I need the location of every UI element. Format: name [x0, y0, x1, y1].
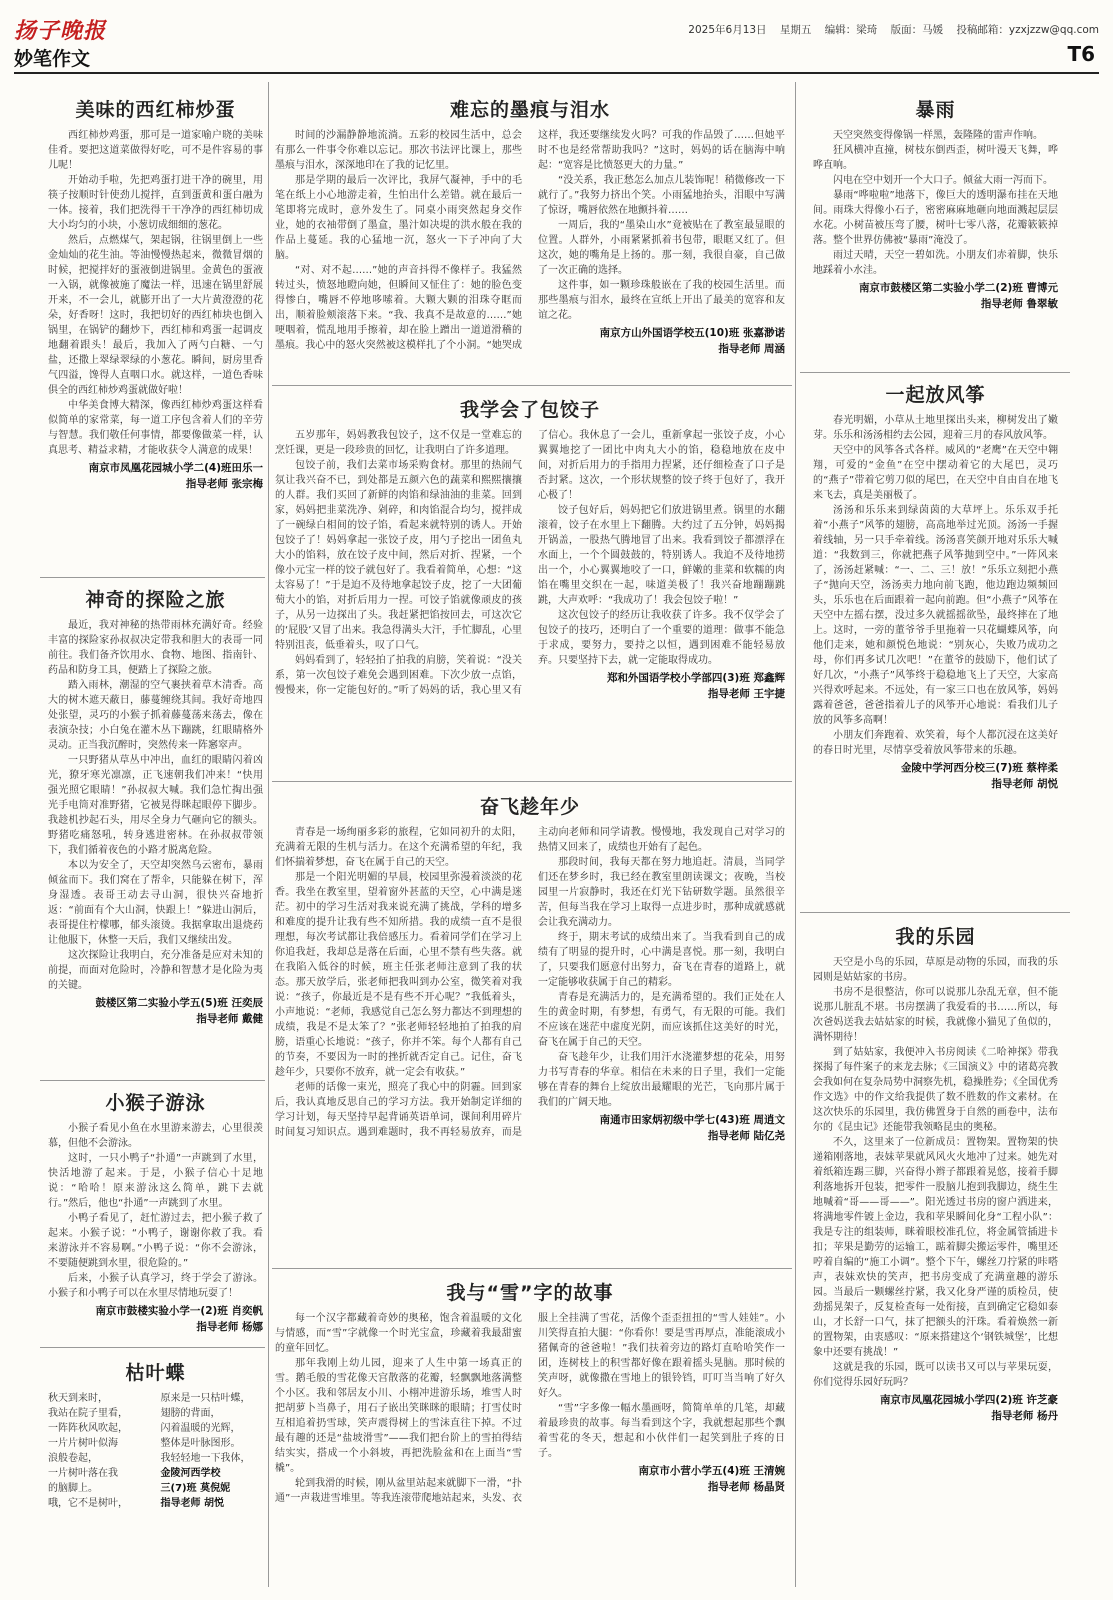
paragraph: 五岁那年，妈妈教我包饺子，这不仅是一堂难忘的烹饪课，更是一段珍贵的回忆，让我明白了许多道理。 [275, 430, 522, 456]
paragraph: 闪电在空中划开一个大口子。倾盆大雨一泻而下。 [833, 175, 1053, 186]
article-body [48, 128, 263, 458]
poem-line: 闪着温暖的光辉， [160, 1423, 241, 1434]
paragraph: 狂风横冲直撞，树枝东倒西歪，树叶漫天飞舞，哗哗直响。 [813, 145, 1058, 171]
paragraph: 到了姑姑家，我便冲入书房阅读《二哈神探》带我探揭了每件案子的来龙去脉；《三国演义》中的诸葛亮教会我如何在复杂局势中洞察先机，稳操胜券；《全国优秀作文选》中的作文给我提供了数不胜数的作文素材。在这次快乐的乐园里，我仿佛置身于自然的画卷中，法布尔的《昆虫记》还能带我领略昆虫的奥秘。 [813, 1047, 1058, 1133]
author-byline: 南京市凤凰花园城小学二(4)班田乐一 [88, 462, 263, 474]
paragraph: 那段时间，我每天都在努力地追赶。清晨，当同学们还在梦乡时，我已经在教室里朗读课文；夜晚，当校园里一片寂静时，我还在灯光下钻研数学题。虽然很辛苦，但每当我在学习上取得一点进步时，那种成就感就会让我充满动力。 [538, 857, 785, 928]
article-divider [40, 1347, 265, 1348]
paragraph: 小朋友们奔跑着、欢笑着，每个人都沉浸在这美好的春日时光里，尽情享受着放风筝带来的乐趣。 [813, 730, 1058, 756]
article-title: 小猴子游泳 [105, 1092, 206, 1114]
author-byline: 南京方山外国语学校五(10)班 张嘉渺诺 [599, 327, 785, 339]
paragraph: 中华美食博大精深，像西红柿炒鸡蛋这样看似简单的家常菜，每一道工序包含着人们的辛劳与智慧。我们敬任何事情，都要像做菜一样，认真思考、精益求精，才能收获令人满意的成果！ [48, 400, 263, 456]
paragraph: 天空中的风筝各式各样。威风的“老鹰”在天空中翱翔，可爱的“金鱼”在空中摆动着它的大尾巴，灵巧的“燕子”带着它剪刀似的尾巴，在天空中自由自在地飞来飞去，真是美丽极了。 [813, 445, 1058, 501]
page-number: T6 [1067, 42, 1095, 66]
poem-line: 原来是一只枯叶蝶， [160, 1393, 251, 1404]
article-divider [272, 1268, 792, 1269]
article-paradise [813, 922, 1058, 1594]
author-byline: 南通市田家炳初级中学七(43)班 周逍文 [599, 1114, 785, 1126]
article-body [275, 825, 785, 1144]
paragraph: 终于，期末考试的成绩出来了。当我看到自己的成绩有了明显的提升时，心中满是喜悦。那一刻，我明白了，只要我们愿意付出努力，奋飞在青春的道路上，就一定能够收获属于自己的精彩。 [538, 932, 785, 988]
paragraph: 那是学期的最后一次评比，我屏气凝神，手中的毛笔在纸上小心地游走着，生怕出什么差错。就在最后一笔即将完成时，意外发生了。同桌小雨突然起身交作业，她的衣袖带倒了墨盒，墨汁如决堤的洪水般在我的作品上蔓延。我的心猛地一沉，怒火一下子冲向了大脑。 [275, 175, 522, 261]
article-leaf [48, 1358, 263, 1593]
article-divider [800, 912, 1070, 913]
author-byline: 鼓楼区第二实验小学五(5)班 汪奕辰 [95, 997, 263, 1009]
article-snow [275, 1278, 785, 1593]
paragraph: 踏入雨林，潮湿的空气裹挟着草木清香。高大的树木遮天蔽日，藤蔓缠绕其间。我好奇地四处张望，灵巧的小猴子抓着藤蔓荡来荡去，像在表演杂技；小白兔在灌木丛下蹦跳，红眼睛格外灵动。正当我沉醉时，突然传来一阵窸窣声。 [48, 680, 263, 751]
paragraph: 春光明媚，小草从土地里探出头来，柳树发出了嫩芽。乐乐和汤汤相约去公园，迎着三月的春风放风筝。 [813, 415, 1058, 441]
paragraph: 开始动手啦，先把鸡蛋打进干净的碗里，用筷子按顺时针使劲儿搅拌，直到蛋黄和蛋白融为一体。接着，我们把洗得干干净净的西红柿切成大小均匀的小块，小葱切成细细的葱花。 [48, 175, 263, 231]
author-byline: 金陵中学河西分校三(7)班 蔡梓柔 [900, 762, 1058, 774]
author-byline: 南京市小营小学五(4)班 王清婉 [638, 1465, 785, 1477]
teacher-credit: 指导老师 戴健 [196, 1013, 263, 1025]
paragraph: 饺子包好后，妈妈把它们放进锅里煮。锅里的水翻滚着，饺子在水里上下翻腾。大约过了五分钟，妈妈揭开锅盖，一股热气腾地冒了出来。我看到饺子都漂浮在水面上，一个个圆鼓鼓的，特别诱人。我迫不及待地捞出一个，小心翼翼地咬了一口，鲜嫩的韭菜和软糯的肉馅在嘴里交织在一起，味道美极了！我兴奋地蹦蹦跳跳，大声欢呼：“我成功了！我会包饺子啦！” [538, 505, 785, 606]
author-byline: 郑和外国语学校小学部四(3)班 郑鑫辉 [606, 672, 785, 684]
article-title: 难忘的墨痕与泪水 [449, 99, 610, 121]
article-title: 我与“雪”字的故事 [446, 1282, 614, 1304]
article-divider [272, 385, 792, 386]
designer-credit: 版面：马媛 [890, 24, 944, 36]
author-byline: 南京市凤凰花园城小学四(2)班 许芝豪 [879, 1394, 1058, 1406]
paragraph: 一只野猪从草丛中冲出，血红的眼睛闪着凶光，獠牙寒光凛凛，正飞速朝我们冲来！“快用强光照它眼睛！”孙叔叔大喊。我们急忙掏出强光手电筒对准野猪，它被晃得眯起眼停下脚步。我趁机抄起石头，用尽全身力气砸向它的额头。野猪吃痛怒吼，转身逃进密林。在孙叔叔带领下，我们循着夜色的小路才脱离危险。 [48, 755, 263, 856]
article-title: 我的乐园 [895, 926, 976, 948]
article-title: 暴雨 [915, 99, 956, 121]
paragraph: 那年我刚上幼儿园，迎来了人生中第一场真正的雪。鹅毛般的雪花像天宫散落的花瓣，轻飘飘地落满整个小区。我和邻居友小川、小栩冲进游乐场，堆雪人时把胡萝卜当鼻子，用石子嵌出笑眯眯的眼睛；打雪仗时互相追着扔雪球，笑声震得树上的雪沫直往下掉。不过最有趣的还是“盐坡滑雪”——我们把台阶上的雪拍得结结实实，搭成一个小斜坡，再把洗脸盆和在上面当“雪橇”。 [275, 1358, 522, 1474]
poem-line: 的脑脚上。 [48, 1483, 98, 1494]
paragraph: 这就是我的乐园，既可以读书又可以与苹果玩耍，你们觉得乐园好玩吗？ [813, 1362, 1058, 1388]
issue-meta [678, 22, 1099, 37]
teacher-credit: 指导老师 鲁翠敏 [980, 298, 1058, 310]
column-divider [268, 82, 269, 1587]
header-rule [14, 72, 1099, 74]
paragraph: 青春是充满活力的，是充满希望的。我们正处在人生的黄金时期，有梦想，有勇气，有无限的可能。我们不应该在迷茫中虚度光阴，而应该抓住这美好的时光，奋飞在属于自己的天空。 [538, 992, 785, 1048]
paragraph: 一周后，我的“墨染山水”竟被贴在了教室最显眼的位置。人群外，小雨紧紧抓着书包带，眼眶又红了。但这次，她的嘴角是上扬的。那一刻，我很自豪，自己做了一次正确的选择。 [538, 220, 785, 276]
paragraph: 那是一个阳光明媚的早晨，校园里弥漫着淡淡的花香。我坐在教室里，望着窗外甚蓝的天空，心中满是迷茫。初中的学习生活对我来说充满了挑战，学科的增多和难度的提升让我有些不知所措。我的成绩一直不是很理想，每次考试都让我倍感压力。看着同学们在学习上你追我赶，我却总是落在后面，心里不禁有些失落。就在我陷入低谷的时候，班主任张老师注意到了我的状态。那天放学后，张老师把我叫到办公室，微笑着对我说：“孩子，你最近是不是有些不开心呢？”我低着头，小声地说：“老师，我感觉自己怎么努力都达不到理想的成绩，我是不是太笨了？”张老师轻轻地拍了拍我的肩膀，语重心长地说：“孩子，你并不笨。每个人都有自己的节奏，不要因为一时的挫折就否定自己。记住，奋飞趁年少，只要你不放弃，就一定会有收获。” [275, 872, 522, 1078]
author-byline: 三(7)班 莫倪妮 [160, 1483, 231, 1494]
paragraph: “雪”字多像一幅水墨画呀，简简单单的几笔，却藏着最珍贵的故事。每当看到这个字，我就想起那些个飘着雪花的冬天，想起和小伙伴们一起笑到肚子疼的日子。 [538, 1403, 785, 1459]
article-body [275, 428, 785, 702]
article-dumpling [275, 395, 785, 773]
teacher-credit: 指导老师 陆亿尧 [707, 1130, 785, 1142]
poem-line: 整体是叶脉图形。 [160, 1438, 241, 1449]
article-title: 一起放风筝 [885, 384, 986, 406]
paragraph: 青春是一场绚丽多彩的旅程，它如同初升的太阳，充满着无限的生机与活力。在这个充满希望的年纪，我们怀揣着梦想，奋飞在属于自己的天空。 [275, 827, 522, 868]
issue-date: 2025年6月13日 [688, 24, 767, 36]
poem-body [48, 1391, 263, 1511]
masthead [14, 12, 1099, 70]
paragraph: 小猴子看见小鱼在水里游来游去，心里很羡慕，但他不会游泳。 [48, 1123, 263, 1149]
teacher-credit: 指导老师 杨晶贤 [707, 1481, 785, 1493]
paragraph: 老师的话像一束光，照亮了我心中的阴霾。回到家后，我认真地反思自己的学习方法。我开始制定详细的学习计划，每天坚持早起背诵英语单词，课间利用碎片时间复习知识点。遇到难题时，我不再轻易放弃，而是主动向老师和同学请教。慢慢地，我发现自己对学习的热情又回来了，成绩也开始有了起色。 [275, 827, 785, 1138]
poem-line: 一片树叶落在我 [48, 1468, 118, 1479]
poem-line: 哦，它不是树叶， [48, 1498, 128, 1509]
paragraph: 这时，一只小鸭子“扑通”一声跳到了水里，快活地游了起来。于是，小猴子信心十足地说：“哈哈！原来游泳这么简单，跳下去就行。”然后，他也“扑通”一声跳到了水里。 [48, 1153, 263, 1209]
section-title: 妙笔作文 [14, 48, 91, 70]
poem-line: 一片片树叶似海 [48, 1438, 118, 1449]
article-body [813, 413, 1058, 758]
article-rain [813, 95, 1058, 363]
author-school: 金陵河西学校 [160, 1468, 221, 1479]
article-title: 美味的西红柿炒蛋 [75, 99, 236, 121]
article-body [48, 1121, 263, 1301]
paragraph: 小鸭子看见了，赶忙游过去，把小猴子救了起来。小猴子说：“小鸭子，谢谢你救了我。看来游泳并不容易啊。”小鸭子说：“你不会游泳，不要随便跳到水里，很危险的。” [48, 1213, 263, 1269]
paragraph: 时间的沙漏静静地流淌。五彩的校园生活中，总会有那么一件事令你难以忘记。那次书法评比课上，那些墨痕与泪水，深深地印在了我的记忆里。 [275, 130, 522, 171]
article-title: 奋飞趁年少 [479, 796, 580, 818]
article-body [813, 128, 1058, 278]
paragraph: 雨过天晴，天空一碧如洗。小朋友们赤着脚，快乐地踩着小水洼。 [813, 250, 1058, 276]
article-adventure [48, 585, 263, 1073]
article-body [48, 618, 263, 993]
paragraph: 天空是小鸟的乐园，草原是动物的乐园，而我的乐园则是姑姑家的书房。 [813, 957, 1058, 983]
poem-line: 秋天到来时， [48, 1393, 108, 1404]
article-divider [40, 577, 265, 578]
poem-line: 浪般卷起， [48, 1453, 98, 1464]
paragraph: 妈妈看到了，轻轻拍了拍我的肩膀，笑着说：“没关系，第一次包饺子难免会遇到困难。下次少放一点馅，慢慢来，你一定能包好的。”听了妈妈的话，我心里又有了信心。我休息了一会儿，重新拿起一张饺子皮，小心翼翼地挖了一团比中肉丸大小的馅，稳稳地放在皮中间，对折后用力的手指用力捏紧，还仔细检查了口子是否封紧。这次，一个形状规整的饺子终于包好了，我开心极了！ [275, 430, 785, 696]
article-title: 神奇的探险之旅 [85, 589, 226, 611]
paragraph: 西红柿炒鸡蛋，那可是一道家喻户晓的美味佳肴。要把这道菜做得好吃，可不是件容易的事儿呢！ [48, 130, 263, 171]
paragraph: 然后，点燃煤气，架起锅，往锅里倒上一些金灿灿的花生油。等油慢慢热起来，微微冒烟的时候，把搅拌好的蛋液倒进锅里。金黄色的蛋液一入锅，就像被施了魔法一样，迅速在锅里舒展开来，不一会儿，就膨开出了一大片黄澄澄的花朵，好香呀！这时，我把切好的西红柿块也倒入锅里，在锅铲的翻炒下，西红柿和鸡蛋一起调皮地翻着跟头！最后，我加入了两勺白糖、一勺盐，还撒上翠绿翠绿的小葱花。瞬间，厨房里香气四溢，馋得人直咽口水。就这样，一道色香味俱全的西红柿炒鸡蛋就做好啦！ [48, 235, 263, 396]
paragraph: “没关系，我正愁怎么加点儿装饰呢！稍微修改一下就行了。”我努力挤出个笑。小雨猛地抬头，泪眼中写满了惊讶，嘴唇依然在地颤抖着…… [538, 175, 785, 216]
submission-email: 投稿邮箱：yzxjzzw@qq.com [956, 24, 1099, 36]
paragraph: “对、对不起……”她的声音抖得不像样子。我猛然转过头，愤怒地瞪向她，但瞬间又怔住了：她的脸色变得惨白，嘴唇不停地哆嗦着。大颗大颗的泪珠夺眶而出，顺着脸颊滚落下来。“我、我真不是故意的……”她哽咽着，慌乱地用手擦着，却在脸上蹭出一道道滑稽的墨痕。我心中的怒火突然被这模样扎了个小洞。“她哭成这样，我还要继续发火吗？可我的作品毁了……但她平时不也是经常帮助我吗？”这时，妈妈的话在脑海中响起：“宽容是比愤怒更大的力量。” [275, 130, 785, 351]
paragraph: 天空突然变得像锅一样黑，轰隆隆的雷声作响。 [833, 130, 1043, 141]
teacher-credit: 指导老师 杨娜 [196, 1321, 263, 1333]
paragraph: 后来，小猴子认真学习，终于学会了游泳。小猴子和小鸭子可以在水里尽情地玩耍了！ [48, 1273, 263, 1299]
paragraph: 最近，我对神秘的热带雨林充满好奇。经验丰富的探险家孙叔叔决定带我和胆大的表哥一同前往。我们备齐饮用水、食物、地图、指南针、药品和防身工具，便踏上了探险之旅。 [48, 620, 263, 676]
poem-line: 我轻轻地一下我体， [160, 1453, 251, 1464]
editor-credit: 编辑：梁琦 [824, 24, 878, 36]
article-body [813, 955, 1058, 1390]
teacher-credit: 指导老师 周涵 [718, 343, 785, 355]
teacher-credit: 指导老师 胡悦 [991, 778, 1058, 790]
article-divider [272, 781, 792, 782]
article-kite [813, 380, 1058, 905]
teacher-credit: 指导老师 张宗梅 [185, 478, 263, 490]
paragraph: 汤汤和乐乐来到绿茵茵的大草坪上。乐乐双手托着“小燕子”风筝的翅膀，高高地举过光顶。汤汤一手握着线轴，另一只手牵着线。汤汤喜笑颜开地对乐乐大喊道：“我数到三，你就把燕子风筝抛到空中。”一阵风来了，汤汤赶紧喊：“一、二、三！放！”乐乐立刻把小燕子“抛向天空，汤汤卖力地向前飞跑，他边跑边频频回头，乐乐也在后面跟着一起向前跑。但“小燕子”风筝在天空中左摇右摆，没过多久就摇摇欲坠，最终摔在了地上。这时，一旁的董爷爷手里拖着一只花蝴蝶风筝，向他们走来，她和颜悦色地说：“别灰心，失败乃成功之母，你们再多试几次吧！”在董爷的鼓励下，他们试了好几次，“小燕子”风筝终于稳稳地飞上了天空，大家高兴得欢呼起来。不远处，有一家三口也在放风筝，妈妈露着爸爸，爸爸指着儿子的风筝开心地说：看我们儿子放的风筝多高啊！ [813, 505, 1058, 726]
article-body [275, 1311, 785, 1506]
paragraph: 本以为安全了，天空却突然乌云密布，暴雨倾盆而下。我们窝在了帮伞，只能躲在树下，浑身湿透。表哥王动去寻山洞，很快兴奋地折返：“前面有个大山洞，快跟上！”躲进山洞后，表哥提住柠檬哪，郁头滚烫。我据拿取出退烧药让他服下，休整一天后，我们又继续出发。 [48, 860, 263, 946]
paragraph: 这件事，如一颗珍珠般嵌在了我的校园生活里。而那些墨痕与泪水，最终在宣纸上开出了最美的宽容和友谊之花。 [538, 280, 785, 321]
paragraph: 书房不是很整洁，你可以说那儿杂乱无章，但不能说那儿脏乱不堪。书房摆满了我爱看的书……所以，每次爸妈送我去姑姑家的时候，我就像小猫见了鱼似的，满怀期待！ [813, 987, 1058, 1043]
paragraph: 不久，这里来了一位新成员：置物架。置物架的快递箱刚落地，表妹苹果就风风火火地冲了过来。她先对着纸箱连踢三脚，兴奋得小辫子都跟着晃悠，接着手脚利落地拆开包装，把零件一股脑儿抱到我脚边，绕生生地喊着“哥——哥——”。阳光透过书房的窗户洒进来，将满地零件镀上金边，我和苹果瞬间化身“工程小队”：我是专注的组装师，眯着眼校准孔位，将金属管插进卡扣；苹果是勤劳的运输工，踮着脚尖搬运零件，嘴里还哼着自编的“施工小调”。整个下午，螺丝刀拧紧的咔嗒声，表妹欢快的笑声，把书房变成了充满童趣的游乐园。当最后一颗螺丝拧紧，我又化身严谨的质检员，使劲摇晃架子，反复检查每一处衔接，直到确定它稳如泰山，才长舒一口气，抹了把额头的汗珠。看着焕然一新的置物架，由衷感叹：“原来搭建这个‘钢铁城堡’，比想象中还要有挑战！” [813, 1137, 1058, 1358]
article-monkey [48, 1088, 263, 1340]
article-divider [800, 372, 1070, 373]
paragraph: 包饺子前，我们去菜市场采购食材。那里的热闹气氛让我兴奋不已，到处都是五颜六色的蔬菜和熙熙攘攘的人群。我们买回了新鲜的肉馅和绿油油的韭菜。回到家，妈妈把韭菜洗净、剁碎，和肉馅混合均匀，搅拌成了一碗绿白相间的饺子馅，看起来就特别的诱人。开始包饺子了！妈妈拿起一张饺子皮，用勺子挖出一团鱼丸大小的馅料，放在饺子皮中间，然后对折、捏紧，一个像小元宝一样的饺子就包好了。我看着简单，心想：“这太容易了！”于是迫不及待地拿起饺子皮，挖了一大团葡萄大小的馅，对折后用力一捏。可饺子馅就像顽皮的孩子，从另一边探出了头。我赶紧把馅按回去，可这次它的‘屁股’又冒了出来。我急得满头大汗，手忙脚乱，心里特别沮丧，低垂着头，叹了口气。 [275, 460, 522, 651]
poem-line: 我站在院子里看， [48, 1408, 128, 1419]
paragraph: 轮到我滑的时候，刚从盆里站起来就脚下一滑，“扑通”一声栽进雪堆里。等我连滚带爬地站起来，头发、衣服上全挂满了雪花，活像个歪歪扭扭的“雪人娃娃”。小川笑得直拍大腿：“你看你！要是雪再厚点，准能滚成小猪佩奇的爸爸啦！”我们扶着旁边的路灯直哈哈笑作一团，连树枝上的积雪都好像在跟着摇头晃脑。那时候的笑声呀，就像撒在雪地上的银铃铛，叮叮当当响了好久好久。 [275, 1313, 785, 1504]
author-byline: 南京市鼓楼实验小学一(2)班 肖奕帆 [95, 1305, 263, 1317]
poem-line: 一阵阵秋风吹起， [48, 1423, 128, 1434]
article-divider [40, 1080, 265, 1081]
teacher-credit: 指导老师 胡悦 [160, 1498, 224, 1509]
article-title: 我学会了包饺子 [459, 399, 600, 421]
teacher-credit: 指导老师 王宇捷 [707, 688, 785, 700]
paragraph: 这次包饺子的经历让我收获了许多。我不仅学会了包饺子的技巧，还明白了一个重要的道理：做事不能急于求成，要努力，要持之以恒，遇到困难不能轻易放弃。只要坚持下去，就一定能取得成功。 [538, 610, 785, 666]
article-youth [275, 792, 785, 1262]
newspaper-logo: 扬子晚报 [14, 18, 107, 44]
article-body [275, 128, 785, 357]
author-byline: 南京市鼓楼区第二实验小学二(2)班 曹博元 [858, 282, 1058, 294]
column-divider [795, 82, 796, 1587]
article-title: 枯叶蝶 [125, 1362, 186, 1384]
article-tomato [48, 95, 263, 570]
paragraph: 奋飞趁年少，让我们用汗水浇灌梦想的花朵，用努力书写青春的华章。相信在未来的日子里，我们一定能够在青春的舞台上绽放出最耀眼的光芒，飞向那片属于我们的广阔天地。 [538, 1052, 785, 1108]
teacher-credit: 指导老师 杨丹 [991, 1410, 1058, 1422]
poem-line: 翅膀的背面， [160, 1408, 221, 1419]
article-ink [275, 95, 785, 377]
paragraph: 每一个汉字都藏着奇妙的奥秘，饱含着温暖的文化与情感，而“雪”字就像一个时光宝盒，珍藏着我最甜蜜的童年回忆。 [275, 1313, 522, 1354]
paragraph: 这次探险让我明白，充分准备是应对未知的前提，而面对危险时，冷静和智慧才是化险为夷的关键。 [48, 950, 263, 991]
issue-weekday: 星期五 [779, 24, 812, 36]
paragraph: 暴雨“哗啦啦”地落下，像巨大的透明瀑布挂在天地间。雨珠大得像小石子，密密麻麻地砸向地面溅起层层水花。小树苗被压弯了腰，树叶七零八落，花瓣簌簌掉落。整个世界仿佛被“暴雨”淹没了。 [813, 190, 1058, 246]
